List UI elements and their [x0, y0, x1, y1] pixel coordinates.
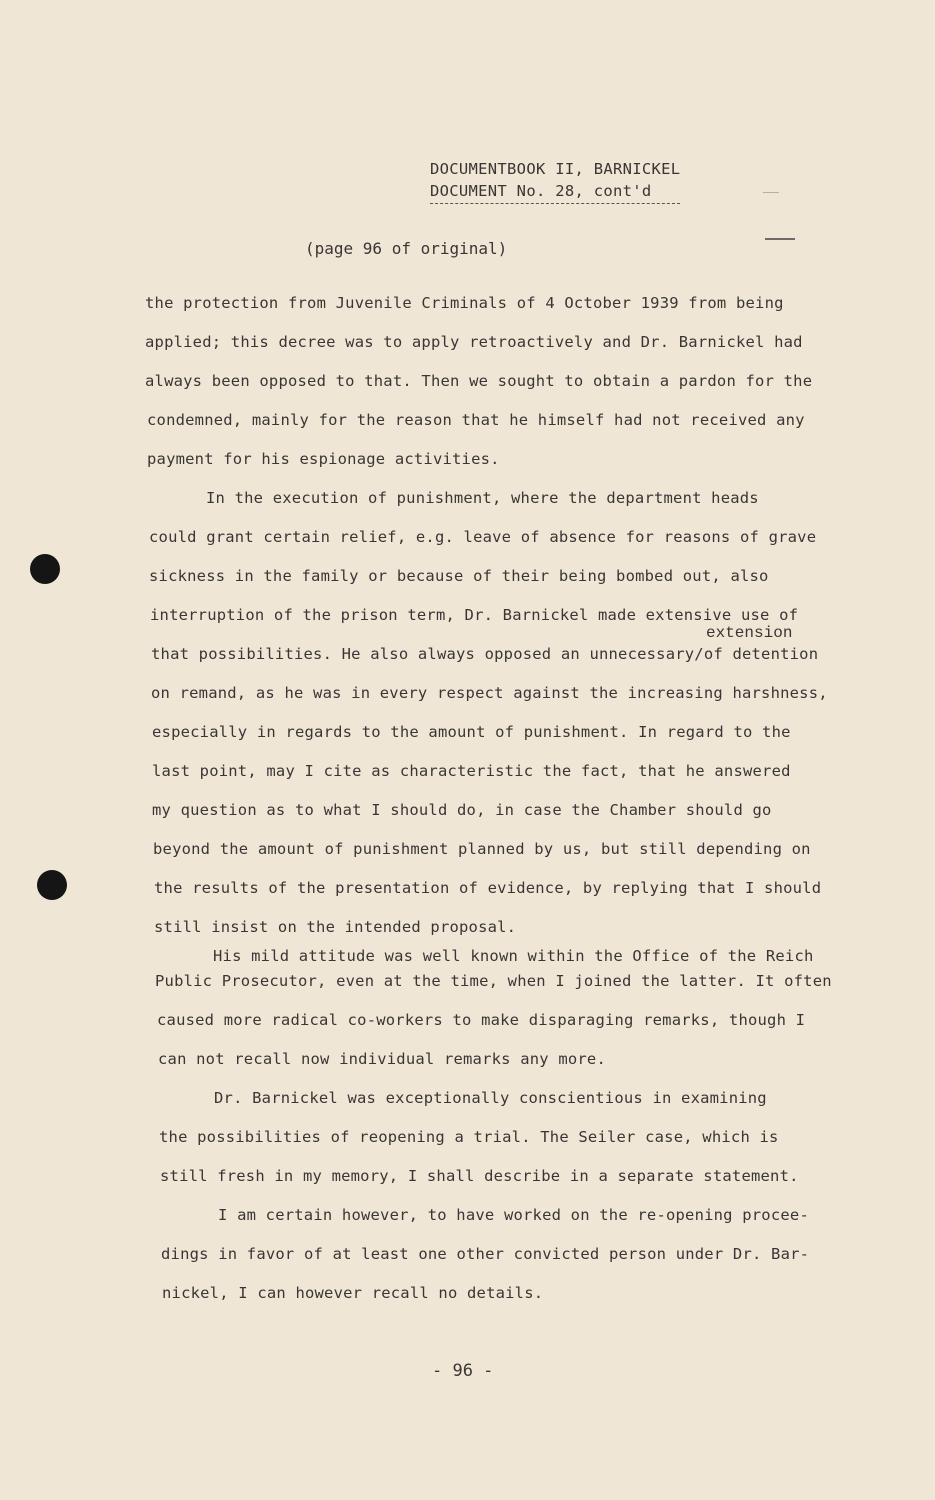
- body-line: Public Prosecutor, even at the time, when I joined the latter. It often: [155, 972, 832, 990]
- binder-hole: [37, 870, 67, 900]
- body-line: dings in favor of at least one other convicted person under Dr. Bar-: [161, 1245, 810, 1263]
- original-page-reference: (page 96 of original): [305, 239, 508, 258]
- typed-insertion: extension: [706, 624, 793, 642]
- body-line: In the execution of punishment, where the department heads: [206, 489, 759, 507]
- body-line: sickness in the family or because of their being bombed out, also: [149, 567, 769, 585]
- body-line: applied; this decree was to apply retroactively and Dr. Barnickel had: [145, 333, 803, 351]
- body-line: can not recall now individual remarks any more.: [158, 1050, 606, 1068]
- body-line: my question as to what I should do, in case the Chamber should go: [152, 801, 772, 819]
- header-line-1: DOCUMENTBOOK II, BARNICKEL: [430, 160, 681, 178]
- body-line: could grant certain relief, e.g. leave of absence for reasons of grave: [149, 528, 817, 546]
- body-line: still fresh in my memory, I shall describe in a separate statement.: [160, 1167, 799, 1185]
- pencil-mark: [763, 192, 779, 193]
- margin-dash-mark: [765, 238, 795, 240]
- body-line: the results of the presentation of evidence, by replying that I should: [154, 879, 822, 897]
- body-line: last point, may I cite as characteristic the fact, that he answered: [152, 762, 791, 780]
- body-line: payment for his espionage activities.: [147, 450, 500, 468]
- body-line: Dr. Barnickel was exceptionally conscientious in examining: [214, 1089, 767, 1107]
- body-line: nickel, I can however recall no details.: [162, 1284, 544, 1302]
- body-line: condemned, mainly for the reason that he himself had not received any: [147, 411, 805, 429]
- document-header: [430, 158, 680, 204]
- body-line: always been opposed to that. Then we sought to obtain a pardon for the: [145, 372, 813, 390]
- body-line: interruption of the prison term, Dr. Barnickel made extensive use of: [150, 606, 799, 624]
- binder-hole: [30, 554, 60, 584]
- body-line: I am certain however, to have worked on the re-opening procee-: [218, 1206, 809, 1224]
- body-line: caused more radical co-workers to make disparaging remarks, though I: [157, 1011, 806, 1029]
- page-number: - 96 -: [432, 1361, 494, 1381]
- body-line: the possibilities of reopening a trial. The Seiler case, which is: [159, 1128, 779, 1146]
- body-line: that possibilities. He also always opposed an unnecessary/of detention: [151, 645, 819, 663]
- body-line: the protection from Juvenile Criminals of 4 October 1939 from being: [145, 294, 784, 312]
- body-line: His mild attitude was well known within the Office of the Reich: [213, 947, 814, 965]
- header-line-2: DOCUMENT No. 28, cont'd: [430, 180, 680, 204]
- body-line: especially in regards to the amount of punishment. In regard to the: [152, 723, 791, 741]
- body-line: on remand, as he was in every respect against the increasing harshness,: [151, 684, 828, 702]
- body-line: still insist on the intended proposal.: [154, 918, 517, 936]
- body-line: beyond the amount of punishment planned by us, but still depending on: [153, 840, 811, 858]
